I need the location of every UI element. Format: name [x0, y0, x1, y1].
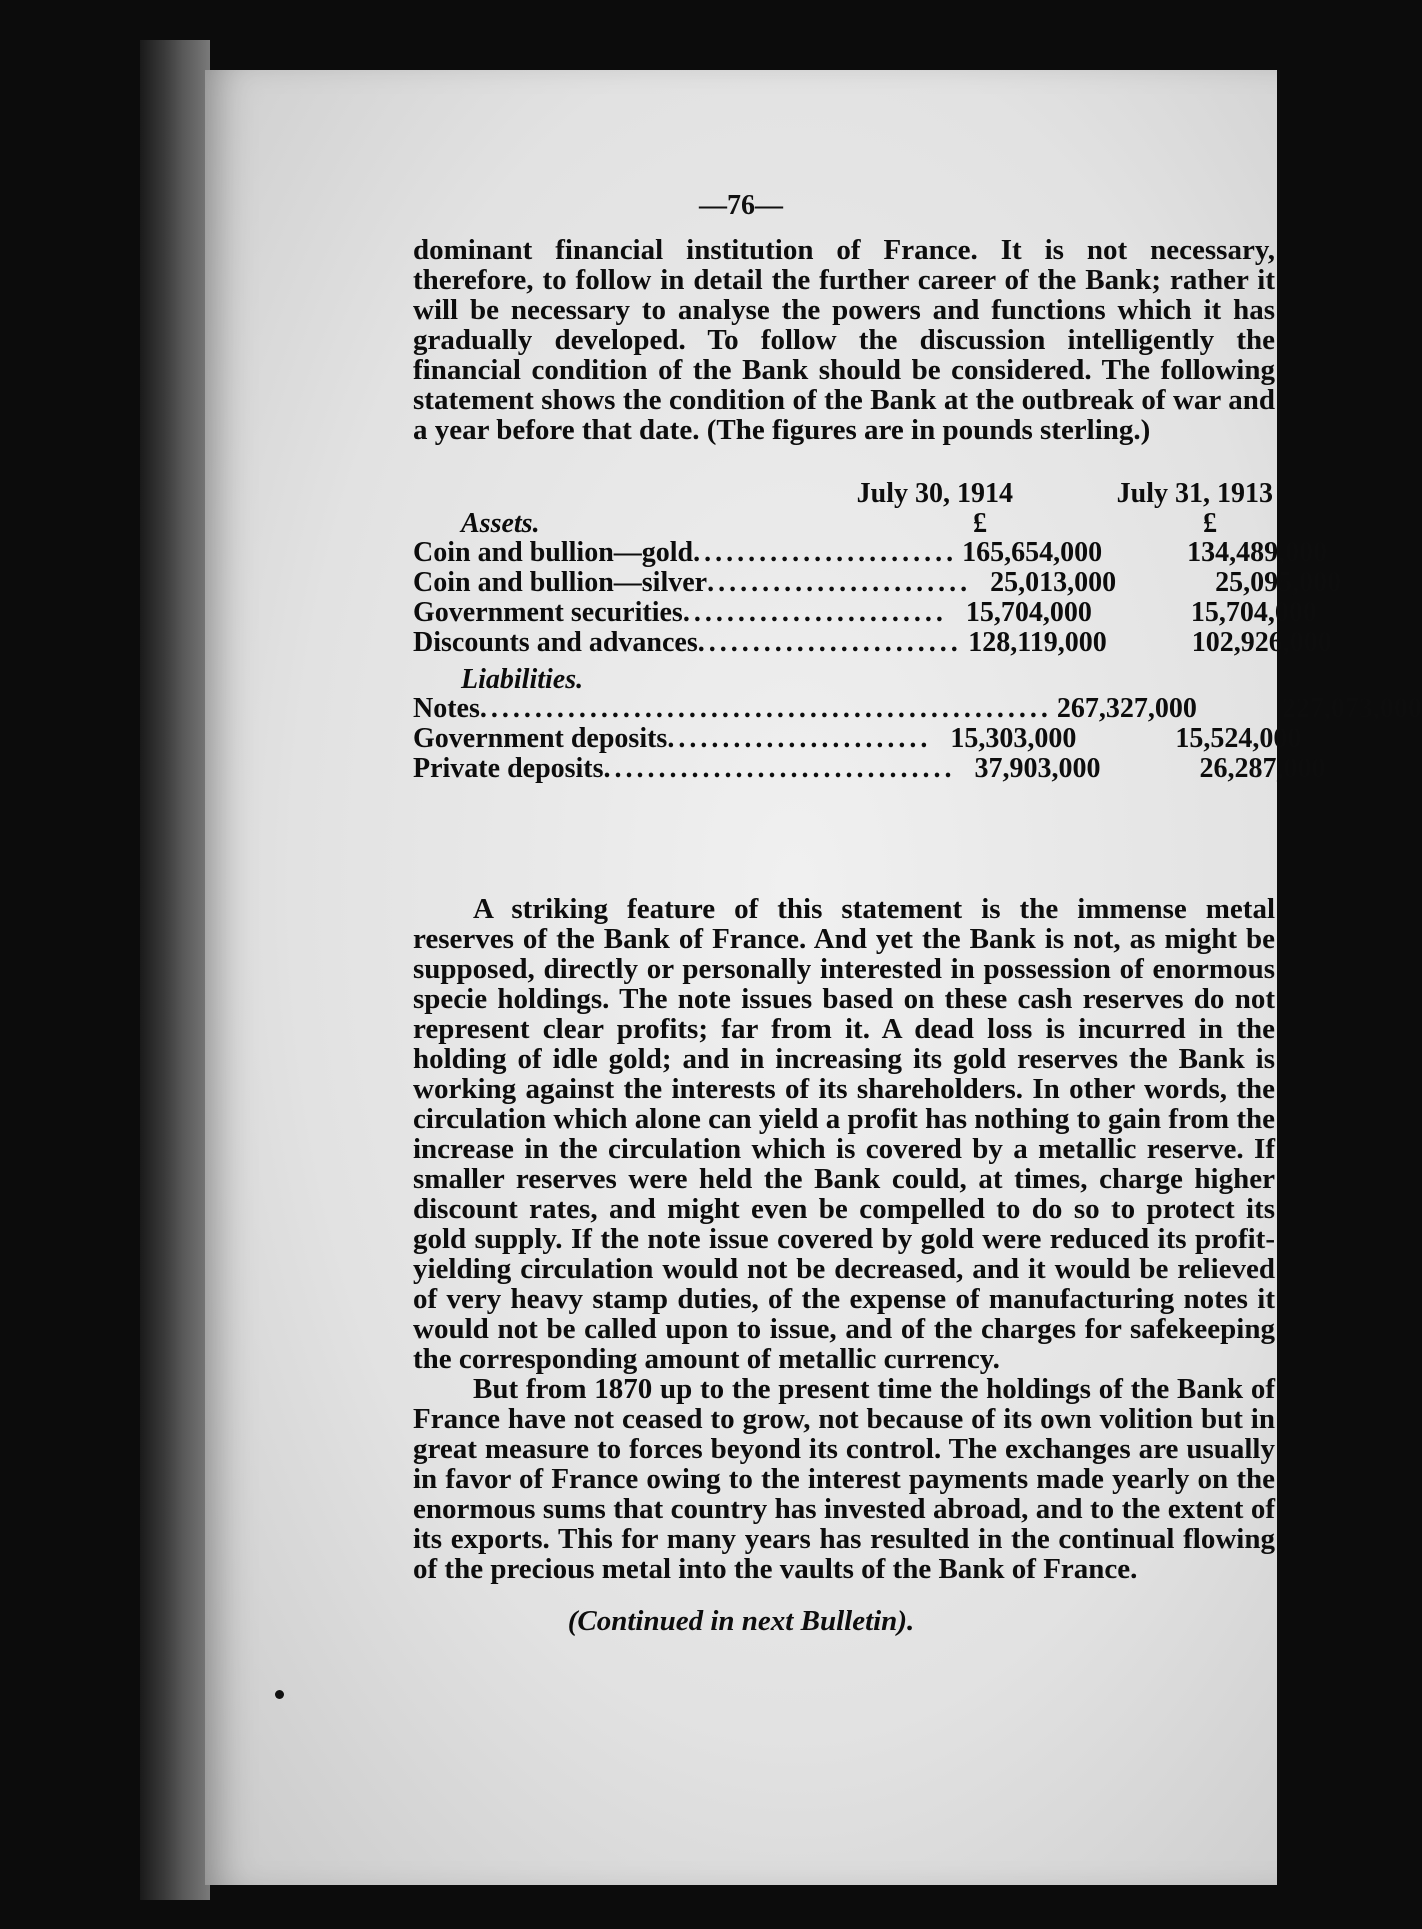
table-row — [413, 723, 1302, 754]
dot-leader: ........................ — [707, 567, 972, 598]
row-label: Private deposits — [413, 753, 604, 784]
value-1914: 267,327,000 — [1056, 693, 1197, 724]
row-label: Discounts and advances — [413, 627, 698, 658]
paragraph-metal-reserves — [413, 894, 1275, 1584]
row-label: Coin and bullion—gold — [413, 537, 694, 568]
book-page — [205, 70, 1422, 1885]
liabilities-heading: Liabilities. — [461, 664, 584, 695]
liabilities-heading-row — [413, 664, 1273, 694]
paragraph-holdings-growth: But from 1870 up to the present time the holdings of the Bank of France have not ceased to grow, not because of its own volition but in great measure to forces beyond its control. The exchanges are usually in favor of France owing to the interest payments made yearly on the enormous sums that country has invested abroad, and to the extent of its exports. This for many years has resulted in the continual flowing of the precious metal into the vaults of the Bank of France. — [413, 1373, 1275, 1585]
page-number: —76— — [699, 190, 783, 221]
table-column-headers — [413, 478, 1273, 508]
continued-note: (Continued in next Bulletin). — [567, 1605, 915, 1637]
dot-leader: ........................ — [667, 723, 932, 754]
column-heading-1914: July 30, 1914 — [856, 478, 1013, 509]
value-1913: 15,524,000 — [1175, 723, 1302, 754]
value-1913: 134,489,000 — [1187, 537, 1328, 568]
value-1914: 15,704,000 — [965, 597, 1092, 628]
dot-leader: ........................ — [682, 597, 947, 628]
dot-leader: ........................ — [697, 627, 962, 658]
value-1914: 128,119,000 — [968, 627, 1107, 658]
value-1913: 15,704,000 — [1190, 597, 1317, 628]
table-row — [413, 567, 1342, 598]
dot-leader: ................................ — [603, 753, 956, 784]
paragraph-intro: dominant financial institution of France. It is not necessary, therefore, to follow in detail the further career of the Bank; rather it will be necessary to analyse the powers and functions which it has gradually developed. To follow the discussion intelligently the financial condition of the Bank should be considered. The following statement shows the condition of the Bank at the outbreak of war and a year before that date. (The figures are in pounds sterling.) — [413, 234, 1275, 446]
financial-statement-table — [413, 478, 1422, 784]
row-label: Notes — [413, 693, 480, 724]
table-row — [413, 693, 1422, 724]
column-heading-1913: July 31, 1913 — [1116, 478, 1273, 509]
value-1913: 102,926,000 — [1191, 627, 1332, 658]
value-1914: 25,013,000 — [990, 567, 1117, 598]
assets-heading: Assets. — [461, 508, 540, 539]
currency-symbol-1913: £ — [1203, 508, 1217, 539]
assets-heading-row — [413, 508, 1273, 538]
book-spine-edge — [140, 40, 210, 1900]
row-label: Government securities — [413, 597, 683, 628]
value-1913: 25,095,000 — [1215, 567, 1342, 598]
stray-ink-mark — [275, 1690, 284, 1699]
row-label: Coin and bullion—silver — [413, 567, 708, 598]
table-row — [413, 537, 1328, 568]
table-row — [413, 627, 1332, 658]
currency-symbol-1914: £ — [973, 508, 987, 539]
dot-leader: ........................ — [693, 537, 958, 568]
table-row — [413, 753, 1326, 784]
value-1914: 37,903,000 — [974, 753, 1101, 784]
table-row — [413, 597, 1317, 628]
value-1913: 26,287,000 — [1199, 753, 1326, 784]
value-1914: 165,654,000 — [962, 537, 1103, 568]
value-1913: 227,073,000 — [1281, 693, 1422, 724]
dot-leader: .................................................... — [479, 693, 1052, 724]
row-label: Government deposits — [413, 723, 668, 754]
value-1914: 15,303,000 — [950, 723, 1077, 754]
paragraph-text: A striking feature of this statement is the immense metal reserves of the Bank of France. And yet the Bank is not, as might be supposed, directly or personally interested in possession of enormous specie holdings. The note issues based on these cash reserves do not represent clear profits; far from it. A dead loss is incurred in the holding of idle gold; and in increasing its gold reserves the Bank is working against the interests of its shareholders. In other words, the circulation which alone can yield a profit has nothing to gain from the increase in the circulation which is covered by a metallic reserve. If smaller reserves were held the Bank could, at times, charge higher discount rates, and might even be compelled to do so to protect its gold supply. If the note issue covered by gold were reduced its profit-yielding circulation would not be decreased, and it would be relieved of very heavy stamp duties, of the expense of manufacturing notes it would not be called upon to issue, and of the charges for safekeeping the corresponding amount of metallic currency. — [413, 893, 1275, 1375]
